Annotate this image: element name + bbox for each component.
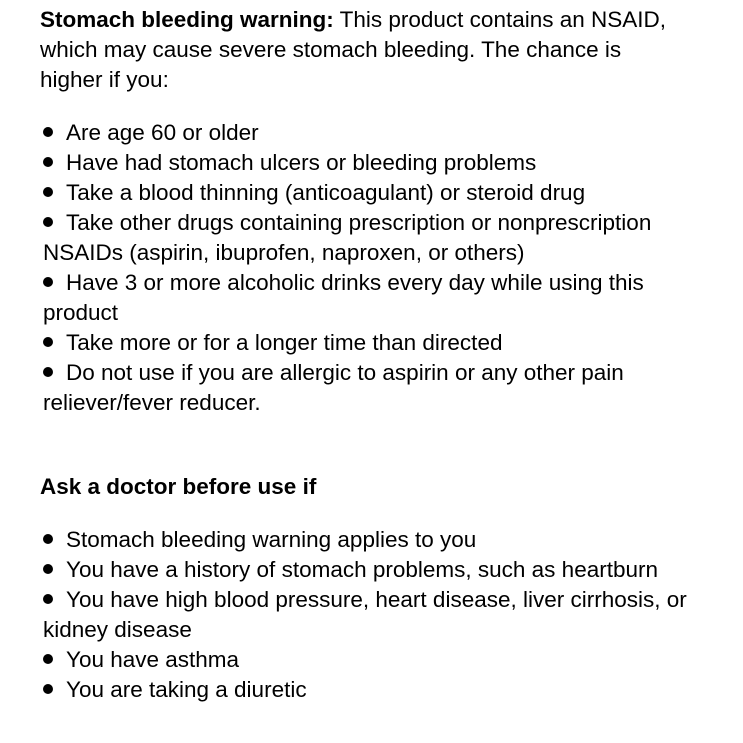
list-item <box>43 555 703 585</box>
bullet-icon <box>43 684 53 694</box>
bullet-icon <box>43 277 53 287</box>
list-item <box>43 208 703 268</box>
bullet-icon <box>43 564 53 574</box>
list-item <box>43 358 703 418</box>
list-item-text: Have 3 or more alcoholic drinks every day while using this product <box>43 270 644 325</box>
stomach-warning-text: This product contains an NSAID, which may cause severe stomach bleeding. The chance is higher if you: <box>40 7 667 92</box>
bullet-icon <box>43 534 53 544</box>
list-item-text: Take other drugs containing prescription or nonprescription NSAIDs (aspirin, ibuprofen, naproxen, or others) <box>43 210 652 265</box>
list-item-text: Are age 60 or older <box>66 120 259 145</box>
list-item-text: Take more or for a longer time than directed <box>66 330 503 355</box>
bullet-icon <box>43 654 53 664</box>
list-item-text: You have asthma <box>66 647 240 672</box>
ask-doctor-list <box>43 525 703 705</box>
bullet-icon <box>43 187 53 197</box>
ask-doctor-heading: Ask a doctor before use if <box>40 474 317 499</box>
list-item <box>43 675 703 705</box>
list-item <box>43 585 703 645</box>
list-item <box>43 148 703 178</box>
list-item <box>43 645 703 675</box>
bullet-icon <box>43 217 53 227</box>
list-item <box>43 268 703 328</box>
stomach-warning-paragraph <box>40 5 680 95</box>
list-item-text: Have had stomach ulcers or bleeding problems <box>66 150 537 175</box>
list-item <box>43 118 703 148</box>
stomach-warning-label: Stomach bleeding warning: <box>40 7 334 32</box>
bullet-icon <box>43 594 53 604</box>
list-item <box>43 328 703 358</box>
bullet-icon <box>43 157 53 167</box>
list-item-text: Stomach bleeding warning applies to you <box>66 527 477 552</box>
list-item <box>43 178 703 208</box>
list-item <box>43 525 703 555</box>
risk-factor-list <box>43 118 703 418</box>
list-item-text: Take a blood thinning (anticoagulant) or steroid drug <box>66 180 586 205</box>
list-item-text: You have high blood pressure, heart disease, liver cirrhosis, or kidney disease <box>43 587 687 642</box>
bullet-icon <box>43 127 53 137</box>
bullet-icon <box>43 367 53 377</box>
bullet-icon <box>43 337 53 347</box>
list-item-text: You are taking a diuretic <box>66 677 307 702</box>
list-item-text: Do not use if you are allergic to aspirin or any other pain reliever/fever reducer. <box>43 360 624 415</box>
list-item-text: You have a history of stomach problems, such as heartburn <box>66 557 658 582</box>
